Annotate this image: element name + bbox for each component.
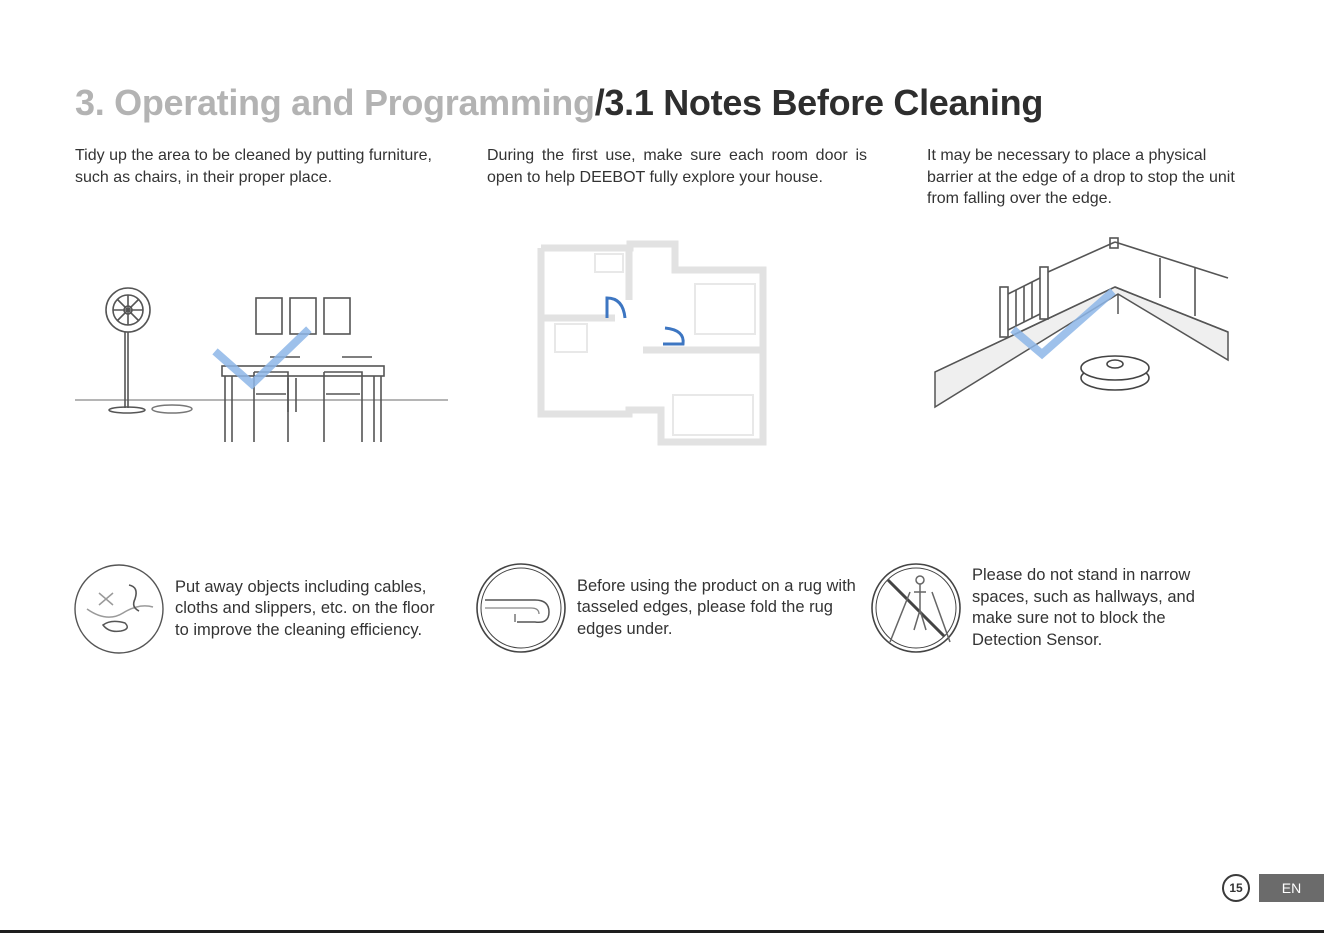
intro-text-tidy: Tidy up the area to be cleaned by putting furniture, such as chairs, in their proper place.: [75, 147, 432, 186]
page-title: [75, 82, 1043, 124]
page-number: 15: [1222, 874, 1250, 902]
note-fold-rug: [475, 562, 867, 654]
note-text: Put away objects including cables, cloths and slippers, etc. on the floor to improve the cleaning efficiency.: [175, 577, 435, 639]
cables-slippers-icon: [73, 563, 165, 655]
note-put-away-objects: [73, 563, 435, 655]
tidy-room-illustration: [70, 282, 455, 452]
language-tab: EN: [1259, 874, 1324, 902]
robot-icon: [152, 405, 192, 413]
floor-plan-illustration: [535, 240, 775, 450]
barrier-illustration: [930, 232, 1230, 412]
note-text: Please do not stand in narrow spaces, such as hallways, and make sure not to block the Detection Sensor.: [972, 566, 1195, 649]
folded-rug-icon: [475, 562, 567, 654]
picture-frames-icon: [256, 298, 350, 334]
intro-text-doors: During the first use, make sure each room door is open to help DEEBOT fully explore your house.: [487, 147, 867, 186]
intro-text-barrier: It may be necessary to place a physical barrier at the edge of a drop to stop the unit from falling over the edge.: [927, 147, 1235, 207]
door-icon-2: [663, 328, 683, 344]
robot-icon: [1081, 356, 1149, 390]
note-text: Before using the product on a rug with tasseled edges, please fold the rug edges under.: [577, 576, 856, 638]
no-standing-icon: [870, 562, 962, 654]
fan-icon: [106, 288, 150, 413]
note-no-standing: [870, 562, 1232, 654]
chapter-title: 3. Operating and Programming: [75, 82, 595, 123]
section-title: /3.1 Notes Before Cleaning: [594, 82, 1044, 123]
